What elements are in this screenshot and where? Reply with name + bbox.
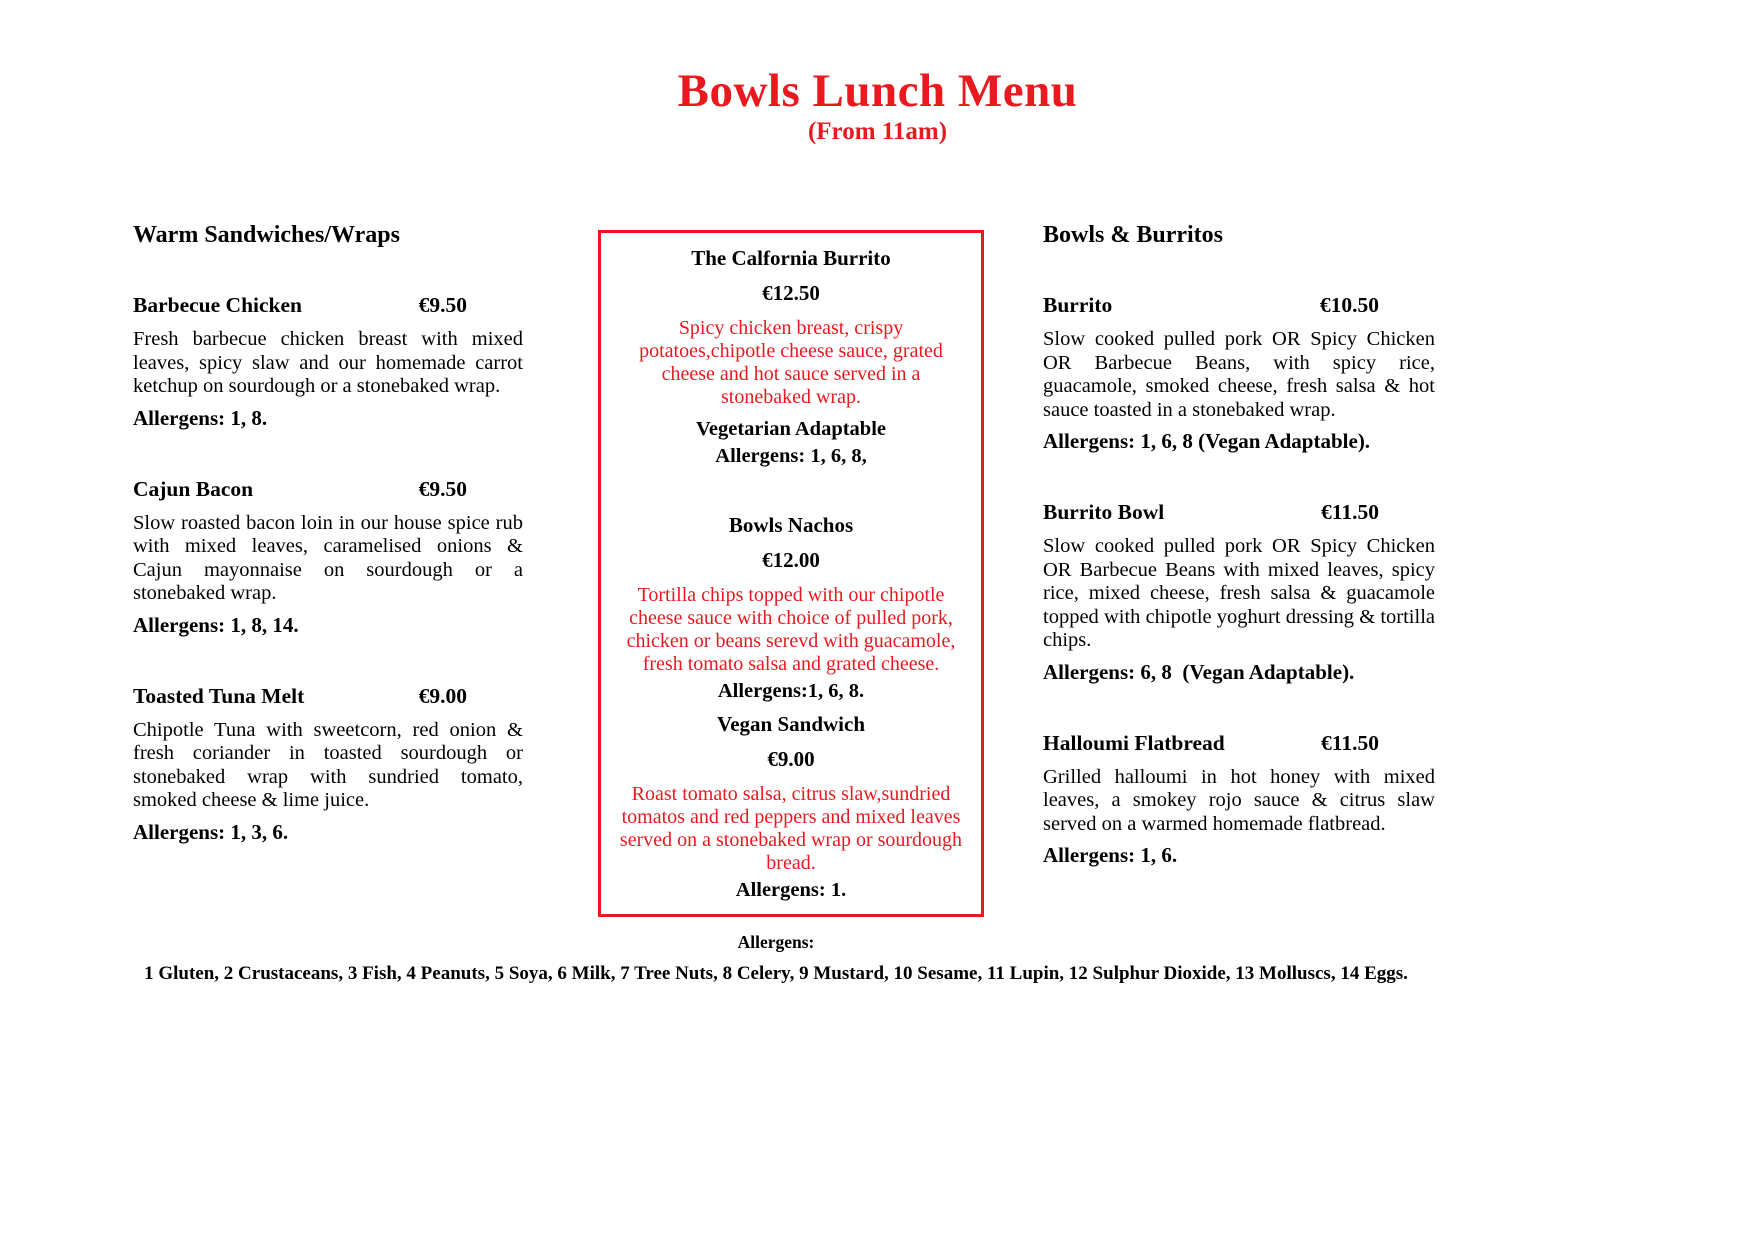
item-price: €10.50 bbox=[1319, 293, 1379, 317]
item-price: €9.50 bbox=[418, 293, 467, 317]
item-name: Bowls Nachos bbox=[728, 513, 854, 537]
item-price: €12.00 bbox=[762, 548, 820, 572]
allergen-key bbox=[0, 932, 1552, 985]
menu-item-vegan-sandwich bbox=[615, 712, 967, 902]
item-allergens: Allergens: 1. bbox=[735, 879, 847, 901]
item-header bbox=[133, 684, 523, 709]
menu-item-cajun-bacon bbox=[133, 477, 523, 638]
item-description: Chipotle Tuna with sweetcorn, red onion & fresh coriander in toasted sourdough or stonebaked wrap with sundried tomato, smoked cheese & lime juice. bbox=[133, 718, 523, 811]
item-price: €9.00 bbox=[767, 747, 815, 771]
item-description: Spicy chicken breast, crispy potatoes,chipotle cheese sauce, grated cheese and hot sauce served in a stonebaked wrap. bbox=[639, 317, 943, 408]
menu-item-barbecue-chicken bbox=[133, 293, 523, 431]
menu-item-halloumi-flatbread bbox=[1043, 731, 1435, 869]
menu-item-burrito bbox=[1043, 293, 1435, 454]
menu-item-burrito-bowl bbox=[1043, 500, 1435, 685]
item-name: Halloumi Flatbread bbox=[1043, 730, 1225, 755]
page-subtitle: (From 11am) bbox=[807, 118, 948, 145]
menu-item-toasted-tuna-melt bbox=[133, 684, 523, 845]
item-allergens: Allergens: 1, 6. bbox=[1043, 843, 1178, 867]
featured-box bbox=[598, 230, 984, 917]
section-heading-bowls-burritos: Bowls & Burritos bbox=[1043, 222, 1223, 248]
item-price: €12.50 bbox=[762, 281, 820, 305]
page-title: Bowls Lunch Menu bbox=[677, 65, 1078, 117]
item-price: €9.50 bbox=[418, 476, 467, 501]
warm-sandwiches-section bbox=[133, 222, 523, 891]
item-description: Slow cooked pulled pork OR Spicy Chicken OR Barbecue Beans, with spicy rice, guacamole, smoked cheese, fresh salsa & hot sauce toasted in a stonebaked wrap. bbox=[1043, 328, 1435, 421]
item-allergens: Allergens: 6, 8 (Vegan Adaptable). bbox=[1043, 659, 1355, 684]
item-description: Roast tomato salsa, citrus slaw,sundried tomatos and red peppers and mixed leaves served on a stonebaked wrap or sourdough bread. bbox=[619, 783, 963, 874]
item-name: Barbecue Chicken bbox=[133, 293, 303, 317]
menu-item-bowls-nachos bbox=[615, 513, 967, 703]
item-header bbox=[1043, 731, 1435, 756]
item-allergens: Allergens: 1, 6, 8, bbox=[715, 445, 867, 467]
item-name: Vegan Sandwich bbox=[716, 712, 866, 736]
item-description: Grilled halloumi in hot honey with mixed leaves, a smokey rojo sauce & citrus slaw served on a warmed homemade flatbread. bbox=[1043, 765, 1435, 835]
item-name: Cajun Bacon bbox=[133, 476, 254, 501]
item-allergens: Allergens:1, 6, 8. bbox=[717, 680, 865, 702]
item-name: Burrito Bowl bbox=[1043, 500, 1165, 524]
item-description: Fresh barbecue chicken breast with mixed leaves, spicy slaw and our homemade carrot ketchup on sourdough or a stonebaked wrap. bbox=[133, 328, 523, 397]
allergen-key-label: Allergens: bbox=[737, 932, 815, 952]
item-allergens: Allergens: 1, 8, 14. bbox=[133, 612, 299, 637]
item-header bbox=[1043, 293, 1435, 318]
item-price: €11.50 bbox=[1321, 500, 1379, 524]
item-header bbox=[133, 293, 523, 318]
bowls-burritos-section bbox=[1043, 222, 1435, 914]
item-header bbox=[133, 477, 523, 502]
item-price: €11.50 bbox=[1321, 730, 1379, 755]
item-name: The Calfornia Burrito bbox=[691, 246, 891, 270]
item-allergens: Allergens: 1, 8. bbox=[133, 405, 268, 430]
item-price: €9.00 bbox=[418, 683, 467, 708]
item-allergens: Allergens: 1, 3, 6. bbox=[133, 819, 289, 844]
item-allergens: Allergens: 1, 6, 8 (Vegan Adaptable). bbox=[1043, 429, 1371, 453]
item-note: Vegetarian Adaptable bbox=[695, 418, 886, 440]
item-header bbox=[1043, 500, 1435, 525]
menu-item-california-burrito bbox=[615, 246, 967, 468]
allergen-key-list: 1 Gluten, 2 Crustaceans, 3 Fish, 4 Peanuts, 5 Soya, 6 Milk, 7 Tree Nuts, 8 Celery, 9 Mustard, 10 Sesame, 11 Lupin, 12 Sulphur Dioxide, 13 Molluscs, 14 Eggs. bbox=[144, 963, 1408, 984]
item-description: Slow roasted bacon loin in our house spice rub with mixed leaves, caramelised onions & Cajun mayonnaise on sourdough or a stonebaked wrap. bbox=[133, 511, 523, 604]
section-heading-warm-sandwiches: Warm Sandwiches/Wraps bbox=[133, 222, 400, 248]
item-name: Burrito bbox=[1043, 293, 1113, 317]
item-description: Slow cooked pulled pork OR Spicy Chicken OR Barbecue Beans with mixed leaves, spicy rice, mixed cheese, fresh salsa & guacamole topped with chipotle yoghurt dressing & tortilla chips. bbox=[1043, 535, 1435, 651]
item-name: Toasted Tuna Melt bbox=[133, 683, 305, 708]
item-description: Tortilla chips topped with our chipotle cheese sauce with choice of pulled pork, chicken or beans serevd with guacamole, fresh tomato salsa and grated cheese. bbox=[626, 584, 956, 675]
